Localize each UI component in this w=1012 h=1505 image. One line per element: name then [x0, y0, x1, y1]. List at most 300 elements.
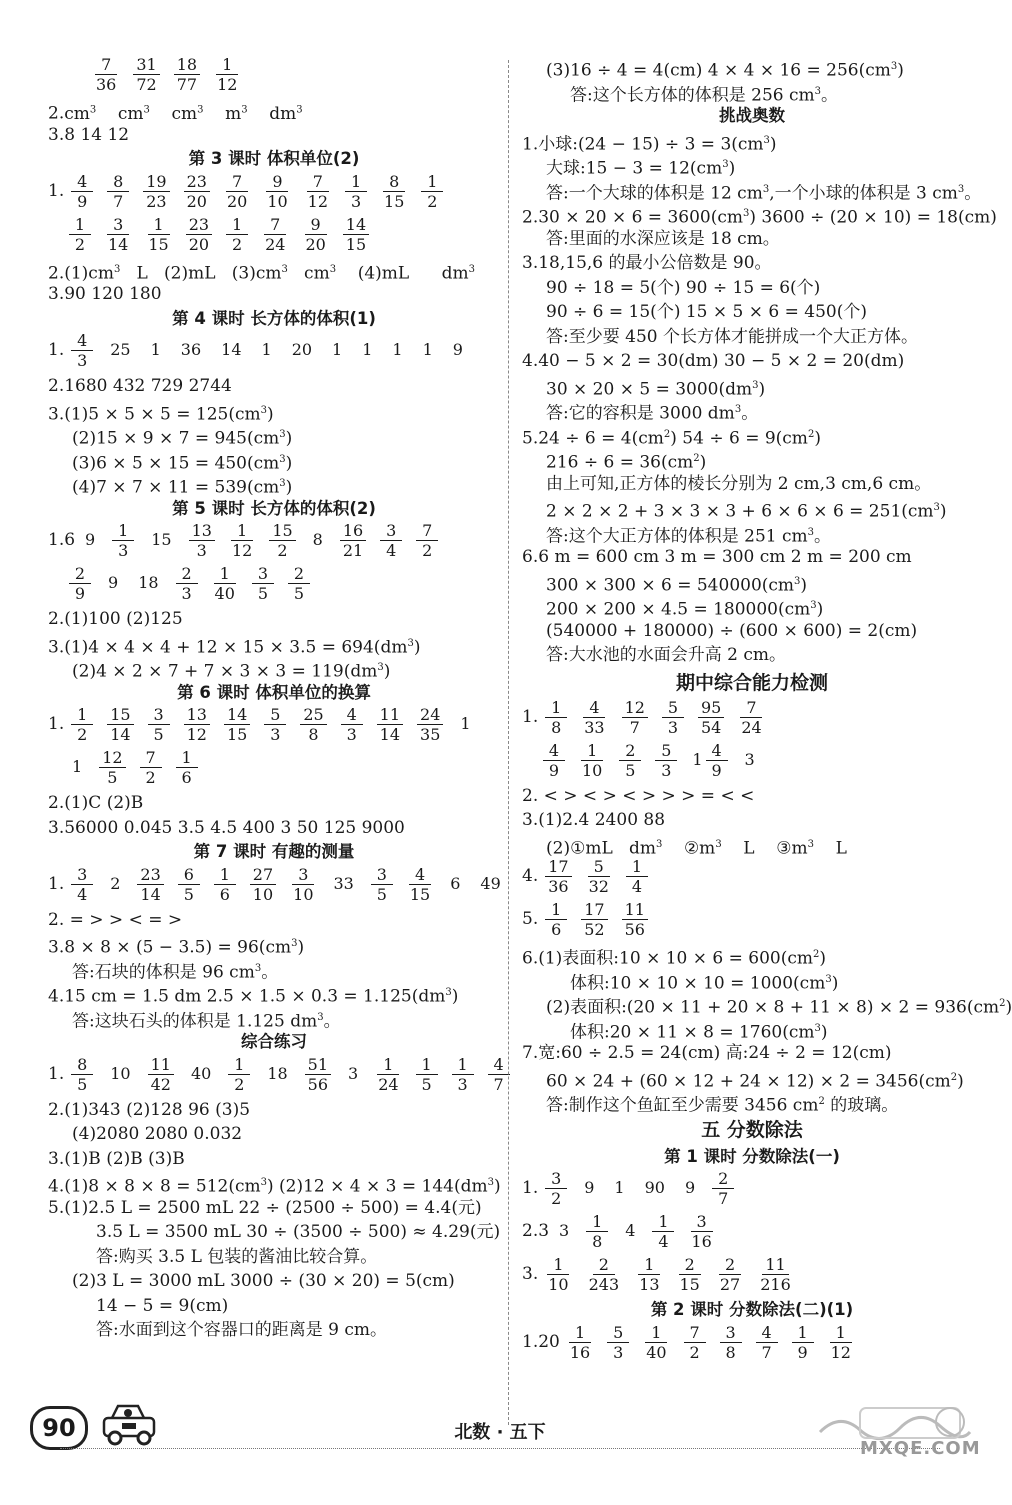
fraction — [214, 865, 236, 904]
numerator: 7 — [264, 215, 286, 235]
denominator: 6 — [551, 920, 562, 939]
denominator: 3 — [270, 725, 281, 744]
fraction-answer-row — [48, 705, 500, 748]
denominator: 27 — [719, 1275, 741, 1294]
answer-line: 体积:10 × $10 \times 10 = 1000(cm^3)$ — [570, 973, 839, 994]
numerator: 3 — [720, 1323, 742, 1343]
denominator: 4 — [658, 1232, 669, 1251]
numerator: 5 — [662, 698, 684, 718]
numerator: 4 — [706, 741, 728, 761]
mixed-whole: 1 — [692, 749, 703, 769]
fraction — [300, 705, 326, 744]
denominator: 20 — [186, 191, 207, 211]
answer-line: 答:至少要 450 个长方体才能拼成一个大正方体。 — [546, 326, 918, 347]
whole-number: 9 — [584, 1178, 595, 1198]
section-heading: 第 5 课时 长方体的体积(2) — [172, 498, 376, 518]
fraction — [69, 564, 91, 603]
fraction-answer-row — [48, 331, 500, 374]
answer-line: 5.(1)2.5 L = 2500 mL 22 ÷ (2500 ÷ 500) = 4.4(元) — [48, 1197, 482, 1218]
denominator: 2 — [427, 191, 438, 211]
numerator: 8 — [107, 172, 129, 192]
denominator: 8 — [308, 725, 319, 744]
numerator: 13 — [189, 521, 215, 541]
denominator: 3 — [661, 760, 672, 780]
section-heading: 第 4 课时 长方体的体积(1) — [172, 308, 376, 328]
item-number: 1. — [522, 706, 539, 727]
numerator: 9 — [266, 172, 288, 192]
numerator: 4 — [543, 741, 565, 761]
denominator: 15 — [148, 234, 169, 254]
answer-line: 7.宽:60 ÷ 2.5 = 24(cm) 高:24 ÷ 2 = 12(cm) — [522, 1043, 892, 1063]
numerator: 2 — [69, 564, 91, 584]
answer-line: $216 \div 6 = 36(cm^2)$ — [546, 452, 707, 473]
page-footer — [0, 1400, 1000, 1470]
denominator: 3 — [196, 541, 207, 560]
numerator: 2 — [719, 1255, 741, 1275]
denominator: 2 — [234, 1074, 245, 1094]
fraction — [174, 55, 200, 94]
answer-line: 体积:20 × $11 \times 8 = 1760(cm^3)$ — [570, 1022, 828, 1043]
fraction — [545, 698, 567, 737]
answer-line: $4.(1)8 \times 8 \times 8 = 512(cm^3) (2)12 \times 4 \times 3 = 144(dm^3)$ — [48, 1176, 501, 1197]
answer-line: 4.40 − 5 × 2 = 30(dm) 30 − 5 × 2 = 20(dm) — [522, 351, 905, 371]
denominator: 2 — [77, 725, 88, 744]
whole-number: 25 — [110, 340, 131, 360]
numerator: 11 — [148, 1055, 174, 1075]
numerator: 1 — [421, 172, 443, 192]
fraction-answer-row — [522, 1212, 982, 1255]
numerator: 3 — [148, 705, 170, 725]
fraction — [145, 215, 171, 254]
whole-number: 33 — [333, 873, 354, 893]
denominator: 3 — [457, 1074, 468, 1094]
denominator: 14 — [379, 725, 401, 744]
fraction — [792, 1323, 814, 1362]
fraction — [288, 564, 310, 603]
numerator: 11 — [762, 1255, 788, 1275]
answer-line: 6.6 m = 600 cm 3 m = 300 cm 2 m = 200 cm — [522, 547, 912, 567]
fraction — [581, 698, 607, 737]
item-number: 1.6 — [48, 530, 76, 551]
fraction — [619, 741, 641, 780]
fraction — [269, 521, 295, 560]
denominator: 5 — [183, 884, 194, 904]
item-number: 3. — [522, 1264, 539, 1285]
numerator: 1 — [226, 215, 248, 235]
column-divider — [508, 60, 509, 1425]
whole-number: 9 — [85, 530, 96, 550]
numerator: 1 — [214, 564, 236, 584]
denominator: 56 — [307, 1074, 329, 1094]
denominator: 12 — [217, 75, 238, 94]
numerator: 4 — [409, 865, 431, 885]
footer-subject: 北数 · 五下 — [454, 1422, 546, 1443]
fraction — [305, 1055, 331, 1094]
denominator: 54 — [700, 717, 722, 737]
answer-line: $(2)15 \times 9 \times 7 = 945(cm^3)$ — [72, 428, 293, 449]
denominator: 2 — [74, 234, 86, 254]
numerator: 51 — [305, 1055, 331, 1075]
answer-line: (3)16 ÷ 4 = 4(cm) $4 \times 4 \times 16 = 256(cm^3)$ — [546, 60, 904, 81]
numerator: 25 — [300, 705, 326, 725]
denominator: 243 — [588, 1275, 620, 1294]
numerator: 1 — [652, 1212, 674, 1232]
answer-line: $2 \times 2 \times 2 + 3 \times 3 \times 3 + 6 \times 6 \times 6 = 251(cm^3)$ — [546, 501, 947, 522]
numerator: 9 — [305, 215, 327, 235]
numerator: 1 — [830, 1323, 852, 1343]
fraction — [643, 1323, 669, 1362]
denominator: 16 — [691, 1232, 712, 1251]
answer-line: 1.小球:(24 − $15) \div 3 = 3(cm^3)$ — [522, 134, 777, 155]
fraction — [107, 705, 133, 744]
numerator: 2 — [619, 741, 641, 761]
numerator: 8 — [383, 172, 405, 192]
fraction — [71, 705, 93, 744]
denominator: 40 — [646, 1342, 667, 1362]
fraction — [662, 698, 684, 737]
denominator: 6 — [219, 884, 230, 904]
numerator: 1 — [569, 1323, 591, 1343]
item-number: 5. — [522, 909, 539, 930]
denominator: 12 — [186, 725, 207, 744]
denominator: 15 — [679, 1275, 700, 1294]
denominator: 4 — [631, 877, 643, 896]
numerator: 3 — [371, 865, 393, 885]
fraction — [99, 748, 125, 787]
numerator: 3 — [107, 215, 129, 235]
answer-line: 答:购买 3.5 L 包装的酱油比较合算。 — [96, 1246, 378, 1267]
denominator: 10 — [293, 884, 314, 904]
numerator: 1 — [645, 1323, 667, 1343]
numerator: 4 — [71, 331, 93, 351]
whole-number: 9 — [108, 573, 119, 593]
section-heading: 期中综合能力检测 — [675, 671, 828, 694]
section-heading: 挑战奥数 — [719, 106, 785, 125]
denominator: 9 — [711, 760, 722, 780]
numerator: 4 — [756, 1323, 778, 1343]
numerator: 7 — [140, 748, 162, 768]
answer-line: (2)表面积:(20 × $11 + 20 \times 8 + 11 \times 8) \times 2 = 936(cm^2)$ — [546, 997, 1012, 1018]
numerator: 2 — [679, 1255, 701, 1275]
denominator: 2 — [145, 768, 156, 787]
answer-line: 答:这块石头的体积是 1.125 $dm^3$。 — [72, 1011, 341, 1032]
answer-line: 大球:15 − $3 = 12(cm^3)$ — [546, 158, 736, 179]
numerator: 27 — [250, 865, 276, 885]
answer-line: $3.8 \times 8 \times (5 - 3.5) = 96(cm^3)$ — [48, 937, 305, 958]
numerator: 2 — [288, 564, 310, 584]
fraction — [189, 521, 215, 560]
numerator: 11 — [622, 900, 648, 920]
whole-number: 15 — [151, 530, 172, 550]
fraction — [140, 748, 162, 787]
answer-line: $(4)7 \times 7 \times 11 = 539(cm^3)$ — [72, 477, 293, 498]
numerator: 1 — [148, 215, 170, 235]
answer-line: 答:里面的水深应该是 18 cm。 — [546, 228, 780, 249]
item-number: 2.3 — [522, 1221, 550, 1242]
numerator: 1 — [69, 215, 91, 235]
fraction — [622, 698, 648, 737]
whole-number: 9 — [684, 1178, 696, 1198]
fraction — [341, 705, 363, 744]
numerator: 4 — [488, 1055, 510, 1075]
item-number: 1. — [48, 340, 65, 361]
fraction — [69, 215, 91, 254]
fraction — [371, 865, 393, 904]
numerator: 14 — [343, 215, 369, 235]
whole-number: 36 — [180, 340, 202, 360]
fraction — [738, 698, 764, 737]
answer-line: (2)3 L = 3000 mL 3000 ÷ (30 × 20) = 5(cm) — [72, 1271, 455, 1291]
item-number: 1.20 — [522, 1331, 560, 1352]
fraction — [224, 705, 250, 744]
fraction — [340, 521, 366, 560]
fraction — [622, 900, 648, 939]
fraction — [407, 865, 433, 904]
fraction — [416, 521, 438, 560]
fraction — [105, 215, 131, 254]
denominator: 14 — [108, 234, 129, 254]
answer-line: $2.30 \times 20 \times 6 = 3600(cm^3) 3600 \div (20 \times 10) = 18(cm)$ — [522, 207, 997, 228]
numerator: 4 — [341, 705, 363, 725]
denominator: 20 — [226, 191, 248, 211]
answer-line: 答:大水池的水面会升高 2 cm。 — [546, 645, 786, 665]
numerator: 5 — [588, 857, 610, 877]
fraction — [545, 1255, 571, 1294]
numerator: 19 — [143, 172, 169, 192]
fraction — [652, 1212, 674, 1251]
denominator: 24 — [741, 717, 762, 737]
denominator: 3 — [118, 541, 129, 560]
section-heading: 第 7 课时 有趣的测量 — [193, 842, 355, 861]
numerator: 7 — [226, 172, 248, 192]
fraction-answer-row — [48, 1054, 504, 1098]
denominator: 5 — [625, 760, 636, 780]
fraction — [417, 705, 443, 744]
fraction — [706, 741, 728, 780]
numerator: 1 — [228, 1055, 250, 1075]
whole-number: 3 — [744, 749, 755, 769]
fraction — [586, 857, 612, 896]
item-number: 1. — [48, 714, 65, 735]
denominator: 3 — [613, 1342, 624, 1362]
whole-number: 1 — [72, 757, 83, 777]
numerator: 3 — [252, 564, 274, 584]
denominator: 13 — [639, 1275, 660, 1294]
fraction-answer-row — [48, 521, 500, 564]
denominator: 52 — [584, 920, 605, 939]
fraction — [262, 215, 288, 254]
denominator: 5 — [257, 584, 268, 603]
denominator: 15 — [226, 725, 248, 744]
answer-line: 2.(1)100 (2)125 — [48, 609, 183, 629]
numerator: 31 — [133, 55, 159, 75]
answer-line: $2.(1)cm^3$ L (2)mL $(3)cm^3$ $cm^3$ (4)mL $dm^3$ — [48, 263, 475, 284]
denominator: 2 — [277, 541, 288, 560]
whole-number: 6 — [450, 873, 461, 893]
numerator: 12 — [99, 748, 125, 768]
denominator: 9 — [77, 191, 88, 211]
whole-number: 90 — [644, 1178, 665, 1198]
section-heading: 第 1 课时 分数除法(一) — [664, 1146, 840, 1166]
answer-line: $200 \times 200 \times 4.5 = 180000(cm^3)$ — [546, 599, 824, 620]
answer-line: 3.5 L = 3500 mL 30 ÷ (3500 ÷ 500) ≈ 4.29(元) — [96, 1222, 501, 1242]
denominator: 16 — [569, 1342, 591, 1362]
answer-line: 答:这个长方体的体积是 256 $cm^3$。 — [570, 85, 838, 106]
denominator: 5 — [153, 725, 164, 744]
numerator: 4 — [583, 698, 605, 718]
denominator: 14 — [140, 884, 161, 904]
whole-number: 1 — [422, 340, 433, 360]
denominator: 3 — [346, 725, 357, 744]
numerator: 5 — [655, 741, 677, 761]
left-column — [48, 55, 504, 1343]
denominator: 14 — [110, 725, 131, 744]
answer-line: 3.8 14 12 — [48, 124, 130, 145]
numerator: 14 — [224, 705, 250, 725]
answer-line: 答:它的容积是 3000 $dm^3$。 — [546, 403, 759, 424]
fraction-answer-row — [522, 1169, 982, 1212]
answer-line: $5.24 \div 6 = 4(cm^2) 54 \div 6 = 9(cm^2)$ — [522, 428, 821, 449]
fraction — [756, 1323, 778, 1362]
fraction — [343, 215, 369, 254]
numerator: 1 — [231, 521, 253, 541]
fraction — [586, 1255, 623, 1294]
numerator: 3 — [380, 521, 402, 541]
fraction — [545, 1169, 567, 1208]
numerator: 1 — [176, 748, 198, 768]
section-heading: 五 分数除法 — [701, 1118, 803, 1141]
answer-line: $60 \times 24 + (60 \times 12 + 24 \times 12) \times 2 = 3456(cm^2)$ — [546, 1071, 964, 1092]
numerator: 11 — [377, 705, 403, 725]
fraction — [636, 1255, 662, 1294]
fraction — [377, 705, 403, 744]
fraction — [107, 172, 129, 211]
fraction — [176, 564, 198, 603]
answer-line: 答:石块的体积是 96 $cm^3$。 — [72, 962, 279, 983]
fraction — [264, 705, 286, 744]
fraction — [380, 521, 402, 560]
denominator: 10 — [252, 884, 274, 904]
denominator: 6 — [181, 768, 192, 787]
numerator: 1 — [416, 1055, 438, 1075]
answer-line: 答:制作这个鱼缸至少需要 3456 $cm^2$ 的玻璃。 — [546, 1095, 899, 1116]
numerator: 95 — [698, 698, 724, 718]
answer-line: (540000 + 180000) ÷ (600 × 600) = 2(cm) — [546, 620, 918, 641]
fraction — [586, 1212, 608, 1251]
fraction — [717, 1255, 743, 1294]
fraction-answer-row — [522, 857, 982, 900]
answer-line: 答:这个大正方体的体积是 251 $cm^3$。 — [546, 526, 831, 547]
fraction — [579, 741, 605, 780]
denominator: 3 — [77, 351, 88, 370]
answer-text: $cm^3$ $cm^3$ $cm^3$ $m^3$ $dm^3$ — [64, 103, 303, 124]
fraction — [224, 172, 250, 211]
denominator: 8 — [592, 1232, 603, 1251]
fraction — [226, 215, 248, 254]
whole-number: 8 — [312, 530, 323, 550]
numerator: 13 — [184, 705, 210, 725]
fraction — [828, 1323, 854, 1362]
denominator: 12 — [830, 1342, 851, 1362]
denominator: 8 — [725, 1342, 736, 1362]
whole-number: 3 — [559, 1221, 570, 1241]
fraction — [302, 215, 328, 254]
section-heading: 第 3 课时 体积单位(2) — [188, 149, 360, 168]
mixed-number — [692, 741, 734, 780]
numerator: 2 — [712, 1169, 734, 1189]
denominator: 7 — [113, 191, 124, 211]
fraction-answer-row — [522, 741, 982, 784]
denominator: 7 — [761, 1342, 772, 1362]
denominator: 35 — [420, 725, 441, 744]
denominator: 36 — [548, 877, 569, 896]
whole-number: 1 — [392, 340, 403, 360]
numerator: 2 — [593, 1255, 615, 1275]
answer-line: 90 ÷ 18 = 5(个) 90 ÷ 15 = 6(个) — [546, 277, 821, 298]
numerator: 3 — [292, 865, 314, 885]
fraction — [93, 55, 119, 94]
numerator: 16 — [340, 521, 366, 541]
fraction — [545, 857, 571, 896]
whole-number: 1 — [460, 714, 471, 734]
answer-line: 由上可知,正方体的棱长分别为 2 cm,3 cm,6 cm。 — [546, 473, 932, 494]
fraction — [250, 865, 276, 904]
denominator: 24 — [378, 1074, 399, 1094]
answer-line — [48, 98, 500, 123]
item-number: 1. — [522, 1178, 539, 1199]
answer-line: $3.(1)4 \times 4 \times 4 + 12 \times 15 \times 3.5 = 694(dm^3)$ — [48, 637, 421, 658]
whole-number: 10 — [110, 1063, 131, 1083]
numerator: 1 — [452, 1055, 474, 1075]
fraction — [381, 172, 407, 211]
fraction — [133, 55, 159, 94]
fraction-answer-row — [48, 564, 500, 607]
numerator: 3 — [691, 1212, 713, 1232]
fraction-answer-row — [48, 215, 500, 258]
numerator: 2 — [176, 564, 198, 584]
fraction — [71, 865, 93, 904]
numerator: 1 — [545, 900, 567, 920]
fraction — [148, 705, 170, 744]
whole-number: 1 — [614, 1178, 625, 1198]
numerator: 15 — [269, 521, 295, 541]
whole-number: 3 — [348, 1063, 359, 1083]
fraction — [698, 698, 724, 737]
fraction — [71, 172, 93, 211]
denominator: 5 — [107, 768, 118, 787]
numerator: 3 — [545, 1169, 567, 1189]
whole-number: 18 — [267, 1063, 288, 1083]
fraction — [290, 865, 316, 904]
answer-line: 3.90 120 180 — [48, 284, 162, 304]
fraction — [655, 741, 677, 780]
denominator: 33 — [584, 717, 605, 737]
denominator: 8 — [551, 717, 562, 737]
denominator: 15 — [345, 234, 367, 254]
right-column — [522, 55, 1012, 1366]
denominator: 32 — [588, 877, 609, 896]
numerator: 7 — [416, 521, 438, 541]
fraction — [567, 1323, 593, 1362]
fraction — [143, 172, 169, 211]
numerator: 1 — [581, 741, 603, 761]
denominator: 15 — [409, 884, 431, 904]
numerator: 5 — [607, 1323, 629, 1343]
denominator: 20 — [305, 234, 326, 254]
whole-number: 40 — [190, 1063, 212, 1083]
whole-number: 4 — [625, 1221, 636, 1241]
denominator: 10 — [582, 760, 603, 780]
